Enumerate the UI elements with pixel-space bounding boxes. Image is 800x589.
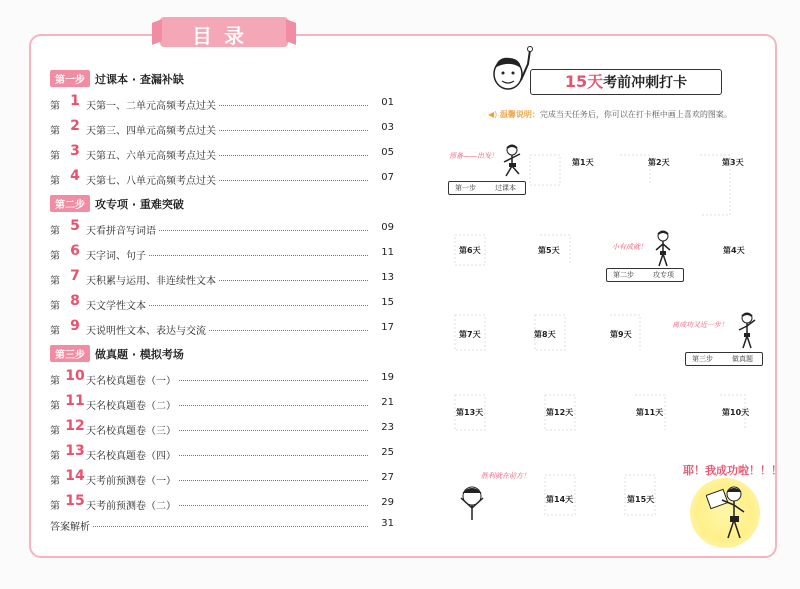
day-prefix: 第 bbox=[50, 376, 60, 387]
toc-entry[interactable] bbox=[50, 169, 394, 185]
page-number: 23 bbox=[381, 422, 394, 433]
checkin-day-label: 第2天 bbox=[648, 158, 670, 167]
day-number: 1 bbox=[70, 93, 80, 109]
entry-title: 说明性文本、表达与交流 bbox=[96, 322, 209, 337]
day-number: 10 bbox=[65, 368, 85, 384]
toc-entry[interactable] bbox=[50, 94, 394, 110]
step-box-3 bbox=[685, 352, 763, 366]
day-suffix: 天 bbox=[86, 276, 96, 287]
day-number: 12 bbox=[65, 418, 85, 434]
checkin-day-label: 第12天 bbox=[546, 408, 574, 417]
day-number: 9 bbox=[70, 318, 80, 334]
section-tag: 第二步 bbox=[50, 195, 90, 212]
cheering-kid-icon bbox=[455, 484, 489, 524]
speaker-icon: ◀) bbox=[488, 110, 498, 119]
bubble-progress: 小有成就！ bbox=[612, 243, 647, 251]
step-box-1 bbox=[448, 181, 526, 195]
toc-entry[interactable] bbox=[50, 444, 394, 460]
page-number: 03 bbox=[381, 122, 394, 133]
standing-kid-icon bbox=[652, 230, 674, 268]
checkin-day-label: 第4天 bbox=[723, 246, 745, 255]
step-name: 攻专项 bbox=[653, 271, 674, 279]
entry-title: 看拼音写词语 bbox=[96, 222, 159, 237]
entry-title: 考前预测卷（一） bbox=[96, 472, 179, 487]
day-suffix: 天 bbox=[86, 151, 96, 162]
success-text: 耶！我成功啦！！！ bbox=[683, 464, 782, 477]
entry-title: 第五、六单元高频考点过关 bbox=[96, 147, 219, 162]
page-number: 01 bbox=[381, 97, 394, 108]
page-number: 31 bbox=[381, 518, 394, 529]
waving-kid-icon bbox=[736, 312, 758, 350]
checkin-day-label: 第15天 bbox=[627, 495, 655, 504]
day-number: 7 bbox=[70, 268, 80, 284]
day-suffix: 天 bbox=[86, 301, 96, 312]
entry-title: 名校真题卷（二） bbox=[96, 397, 179, 412]
day-prefix: 第 bbox=[50, 176, 60, 187]
instruction-note bbox=[488, 109, 732, 120]
bubble-closer: 离成功又近一步！ bbox=[672, 321, 728, 329]
dot-leader bbox=[90, 526, 368, 527]
day-suffix: 天 bbox=[86, 376, 96, 387]
page-number: 19 bbox=[381, 372, 394, 383]
answer-entry[interactable] bbox=[50, 515, 394, 531]
checkin-day-label: 第8天 bbox=[534, 330, 556, 339]
entry-title: 第一、二单元高频考点过关 bbox=[96, 97, 219, 112]
entry-title: 字词、句子 bbox=[96, 247, 149, 262]
day-prefix: 第 bbox=[50, 226, 60, 237]
entry-title: 第七、八单元高频考点过关 bbox=[96, 172, 219, 187]
toc-entry[interactable] bbox=[50, 369, 394, 385]
day-number: 2 bbox=[70, 118, 80, 134]
day-suffix: 天 bbox=[86, 126, 96, 137]
toc-entry[interactable] bbox=[50, 419, 394, 435]
toc-entry[interactable] bbox=[50, 294, 394, 310]
day-prefix: 第 bbox=[50, 101, 60, 112]
toc-entry[interactable] bbox=[50, 469, 394, 485]
entry-title: 考前预测卷（二） bbox=[96, 497, 179, 512]
step-name: 过课本 bbox=[495, 184, 516, 192]
page-title: 目录 bbox=[192, 24, 256, 48]
note-label: 温馨说明： bbox=[499, 110, 540, 119]
section-tag: 第三步 bbox=[50, 345, 90, 362]
entry-title: 名校真题卷（四） bbox=[96, 447, 179, 462]
day-number: 6 bbox=[70, 243, 80, 259]
page-number: 27 bbox=[381, 472, 394, 483]
section-title: 做真题 · 模拟考场 bbox=[95, 347, 184, 361]
checkin-banner bbox=[530, 69, 722, 95]
toc-entry[interactable] bbox=[50, 119, 394, 135]
page-number: 17 bbox=[381, 322, 394, 333]
page-number: 11 bbox=[381, 247, 394, 258]
day-prefix: 第 bbox=[50, 251, 60, 262]
day-number: 8 bbox=[70, 293, 80, 309]
checkin-day-label: 第9天 bbox=[610, 330, 632, 339]
step-label: 第一步 bbox=[455, 184, 476, 192]
page-number: 07 bbox=[381, 172, 394, 183]
step-label: 第三步 bbox=[692, 355, 713, 363]
day-number: 14 bbox=[65, 468, 85, 484]
day-prefix: 第 bbox=[50, 451, 60, 462]
day-suffix: 天 bbox=[86, 501, 96, 512]
day-suffix: 天 bbox=[86, 476, 96, 487]
section-title: 过课本 · 查漏补缺 bbox=[95, 72, 184, 86]
checkin-day-label: 第11天 bbox=[636, 408, 664, 417]
step-box-2 bbox=[606, 268, 684, 282]
page-number: 09 bbox=[381, 222, 394, 233]
day-suffix: 天 bbox=[86, 226, 96, 237]
title-banner bbox=[160, 17, 288, 47]
toc-entry[interactable] bbox=[50, 319, 394, 335]
day-prefix: 第 bbox=[50, 151, 60, 162]
day-suffix: 天 bbox=[86, 251, 96, 262]
toc-entry[interactable] bbox=[50, 394, 394, 410]
page-number: 05 bbox=[381, 147, 394, 158]
section-header bbox=[50, 195, 184, 211]
checkin-day-label: 第7天 bbox=[459, 330, 481, 339]
page-number: 13 bbox=[381, 272, 394, 283]
checkin-day-label: 第13天 bbox=[456, 408, 484, 417]
section-header bbox=[50, 345, 184, 361]
toc-entry[interactable] bbox=[50, 494, 394, 510]
section-tag: 第一步 bbox=[50, 70, 90, 87]
day-number: 15 bbox=[65, 493, 85, 509]
day-prefix: 第 bbox=[50, 126, 60, 137]
section-title: 攻专项 · 重难突破 bbox=[95, 197, 184, 211]
bubble-victory: 胜利就在前方！ bbox=[481, 472, 530, 480]
day-prefix: 第 bbox=[50, 401, 60, 412]
day-number: 11 bbox=[65, 393, 85, 409]
running-kid-icon bbox=[500, 144, 524, 180]
day-suffix: 天 bbox=[86, 326, 96, 337]
step-name: 做真题 bbox=[732, 355, 753, 363]
day-number: 13 bbox=[65, 443, 85, 459]
celebrating-kid-icon bbox=[706, 480, 750, 544]
entry-title: 积累与运用、非连续性文本 bbox=[96, 272, 219, 287]
checkin-day-label: 第10天 bbox=[722, 408, 750, 417]
day-prefix: 第 bbox=[50, 476, 60, 487]
banner-highlight: 15天 bbox=[564, 72, 604, 91]
day-prefix: 第 bbox=[50, 301, 60, 312]
day-number: 5 bbox=[70, 218, 80, 234]
note-text: 完成当天任务后，你可以在打卡框中画上喜欢的图案。 bbox=[539, 110, 732, 119]
checkin-day-label: 第5天 bbox=[538, 246, 560, 255]
section-header bbox=[50, 70, 184, 86]
toc-entry[interactable] bbox=[50, 144, 394, 160]
mascot-pointing bbox=[488, 44, 536, 100]
entry-title: 第三、四单元高频考点过关 bbox=[96, 122, 219, 137]
page-number: 21 bbox=[381, 397, 394, 408]
day-prefix: 第 bbox=[50, 426, 60, 437]
entry-title: 答案解析 bbox=[50, 518, 93, 533]
day-suffix: 天 bbox=[86, 451, 96, 462]
day-number: 3 bbox=[70, 143, 80, 159]
day-prefix: 第 bbox=[50, 501, 60, 512]
banner-title: 考前冲刺打卡 bbox=[603, 75, 688, 91]
day-prefix: 第 bbox=[50, 326, 60, 337]
step-label: 第二步 bbox=[613, 271, 634, 279]
entry-title: 名校真题卷（三） bbox=[96, 422, 179, 437]
toc-entry[interactable] bbox=[50, 269, 394, 285]
day-prefix: 第 bbox=[50, 276, 60, 287]
day-suffix: 天 bbox=[86, 426, 96, 437]
day-suffix: 天 bbox=[86, 176, 96, 187]
day-suffix: 天 bbox=[86, 101, 96, 112]
page-number: 29 bbox=[381, 497, 394, 508]
day-suffix: 天 bbox=[86, 401, 96, 412]
toc-entry[interactable] bbox=[50, 244, 394, 260]
entry-title: 名校真题卷（一） bbox=[96, 372, 179, 387]
checkin-day-label: 第14天 bbox=[546, 495, 574, 504]
checkin-day-label: 第1天 bbox=[572, 158, 594, 167]
toc-entry[interactable] bbox=[50, 219, 394, 235]
checkin-day-label: 第3天 bbox=[722, 158, 744, 167]
day-number: 4 bbox=[70, 168, 80, 184]
entry-title: 文学性文本 bbox=[96, 297, 149, 312]
page-number: 15 bbox=[381, 297, 394, 308]
page-number: 25 bbox=[381, 447, 394, 458]
bubble-start: 预备——出发！ bbox=[449, 152, 498, 160]
checkin-day-label: 第6天 bbox=[459, 246, 481, 255]
